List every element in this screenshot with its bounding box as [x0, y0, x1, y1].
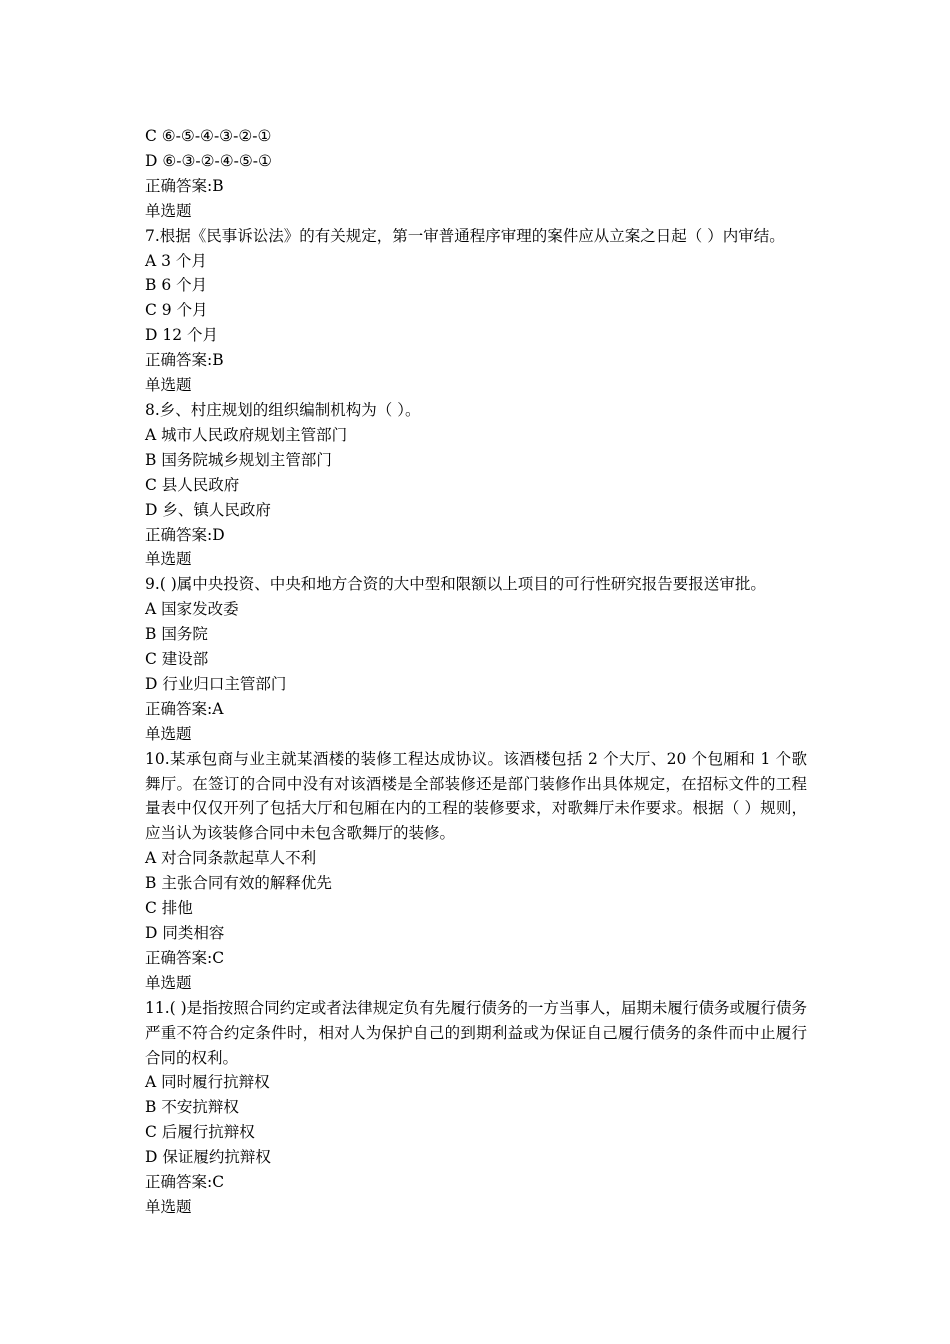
option-line: B 主张合同有效的解释优先 — [145, 874, 332, 893]
option-line: A 城市人民政府规划主管部门 — [145, 425, 348, 444]
question-type-label: 单选题 — [145, 376, 192, 395]
option-line: D 12 个月 — [145, 326, 219, 345]
option-line: D ⑥-③-②-④-⑤-① — [145, 151, 272, 170]
option-line: A 国家发改委 — [145, 600, 239, 619]
option-line: B 国务院城乡规划主管部门 — [145, 450, 332, 469]
option-line: C 县人民政府 — [145, 475, 240, 494]
question-text: 9.( )属中央投资、中央和地方合资的大中型和限额以上项目的可行性研究报告要报送审批。 — [145, 575, 766, 594]
question-type-label: 单选题 — [145, 1197, 192, 1216]
option-line: C 建设部 — [145, 650, 209, 669]
option-line: B 6 个月 — [145, 276, 208, 295]
option-line: D 保证履约抗辩权 — [145, 1148, 271, 1167]
question-type-label: 单选题 — [145, 201, 192, 220]
option-line: A 对合同条款起草人不利 — [145, 849, 317, 868]
question-type-label: 单选题 — [145, 724, 192, 743]
option-line: B 不安抗辩权 — [145, 1098, 239, 1117]
option-line: D 乡、镇人民政府 — [145, 500, 271, 519]
option-line: C 排他 — [145, 899, 193, 918]
question-text: 11.( )是指按照合同约定或者法律规定负有先履行债务的一方当事人，届期未履行债务或履行债务严重不符合约定条件时，相对人为保护自己的到期利益或为保证自己履行债务的条件而中止履行合同的权利。 — [145, 998, 807, 1067]
option-line: A 同时履行抗辩权 — [145, 1073, 270, 1092]
option-line: D 行业归口主管部门 — [145, 674, 287, 693]
question-text: 10.某承包商与业主就某酒楼的装修工程达成协议。该酒楼包括 2 个大厅、20 个包厢和 1 个歌舞厅。在签订的合同中没有对该酒楼是全部装修还是部门装修作出具体规定，在招标文件的工程量表中仅仅开列了包括大厅和包厢在内的工程的装修要求，对歌舞厅未作要求。根据（ ）规则，应当认为该装修合同中未包含歌舞厅的装修。 — [145, 749, 807, 843]
question-text: 7.根据《民事诉讼法》的有关规定，第一审普通程序审理的案件应从立案之日起（ ）内审结。 — [145, 226, 785, 245]
answer-line: 正确答案:B — [145, 176, 224, 195]
option-line: A 3 个月 — [145, 251, 207, 270]
answer-line: 正确答案:B — [145, 351, 224, 370]
option-line: C ⑥-⑤-④-③-②-① — [145, 127, 272, 145]
question-type-label: 单选题 — [145, 973, 192, 992]
question-type-label: 单选题 — [145, 550, 192, 569]
answer-line: 正确答案:C — [145, 948, 225, 967]
answer-line: 正确答案:A — [145, 699, 224, 718]
answer-line: 正确答案:D — [145, 525, 225, 544]
question-text: 8.乡、村庄规划的组织编制机构为（ ）。 — [145, 400, 421, 419]
document-page — [145, 124, 815, 1220]
option-line: C 后履行抗辩权 — [145, 1123, 255, 1142]
answer-line: 正确答案:C — [145, 1173, 225, 1192]
option-line: B 国务院 — [145, 625, 208, 644]
option-line: C 9 个月 — [145, 301, 208, 320]
option-line: D 同类相容 — [145, 924, 225, 942]
